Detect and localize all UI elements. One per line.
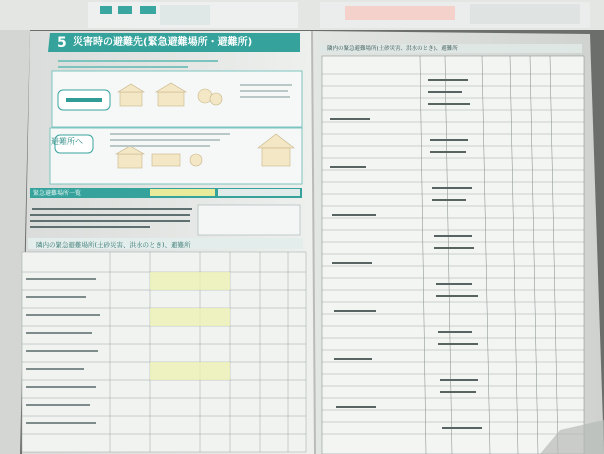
legend-box	[198, 205, 300, 235]
left-table-highlight	[150, 272, 230, 380]
right-table-heading: 隣内の緊急避難場所(土砂災害、洪水のとき)、避難所	[327, 46, 458, 52]
panel-top-badges	[58, 90, 110, 110]
list-heading: 緊急避難場所一覧	[33, 190, 82, 197]
right-table	[322, 56, 584, 454]
list-header-yellow	[150, 189, 215, 196]
left-table-heading: 隣内の緊急避難場所(土砂災害、洪水のとき)、避難所	[36, 241, 191, 249]
top-paper-strip	[0, 0, 604, 30]
section-title: 災害時の避難先(緊急避難場所・避難所)	[73, 37, 253, 48]
section-number: 5	[57, 35, 67, 51]
list-header-contact	[218, 189, 300, 196]
evacuation-heading: 避難所へ	[51, 137, 83, 146]
